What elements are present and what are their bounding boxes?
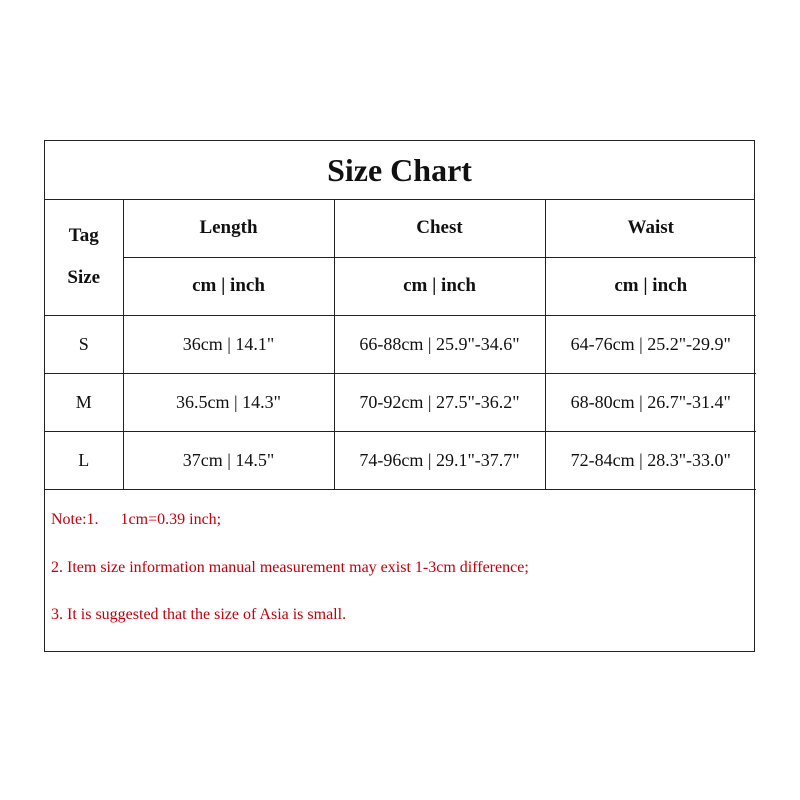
note-1-text: 1cm=0.39 inch; — [120, 511, 222, 528]
note-1-prefix: Note:1. — [51, 511, 99, 528]
units-row — [45, 257, 756, 315]
unit-waist: cm | inch — [545, 257, 756, 315]
waist-value: 72-84cm | 28.3"-33.0" — [545, 431, 756, 489]
table-row — [45, 315, 756, 373]
column-header-waist: Waist — [545, 199, 756, 257]
note-2: 2. Item size information manual measurement may exist 1-3cm difference; — [51, 559, 529, 576]
column-header-chest: Chest — [334, 199, 545, 257]
note-1 — [51, 511, 221, 529]
size-chart-title: Size Chart — [45, 141, 754, 200]
unit-chest: cm | inch — [334, 257, 545, 315]
tag-size-line1: Tag — [68, 224, 99, 246]
length-value: 36cm | 14.1" — [123, 315, 334, 373]
size-table — [45, 199, 756, 490]
header-row — [45, 199, 756, 257]
tag-size-header — [45, 199, 123, 315]
table-row — [45, 373, 756, 431]
length-value: 37cm | 14.5" — [123, 431, 334, 489]
table-row — [45, 431, 756, 489]
column-header-length: Length — [123, 199, 334, 257]
chest-value: 70-92cm | 27.5"-36.2" — [334, 373, 545, 431]
chest-value: 66-88cm | 25.9"-34.6" — [334, 315, 545, 373]
size-label: S — [45, 315, 123, 373]
length-value: 36.5cm | 14.3" — [123, 373, 334, 431]
unit-length: cm | inch — [123, 257, 334, 315]
waist-value: 68-80cm | 26.7"-31.4" — [545, 373, 756, 431]
chest-value: 74-96cm | 29.1"-37.7" — [334, 431, 545, 489]
size-label: M — [45, 373, 123, 431]
size-chart-frame — [44, 140, 755, 652]
tag-size-line2: Size — [67, 266, 101, 288]
waist-value: 64-76cm | 25.2"-29.9" — [545, 315, 756, 373]
note-3: 3. It is suggested that the size of Asia is small. — [51, 606, 347, 623]
size-label: L — [45, 431, 123, 489]
